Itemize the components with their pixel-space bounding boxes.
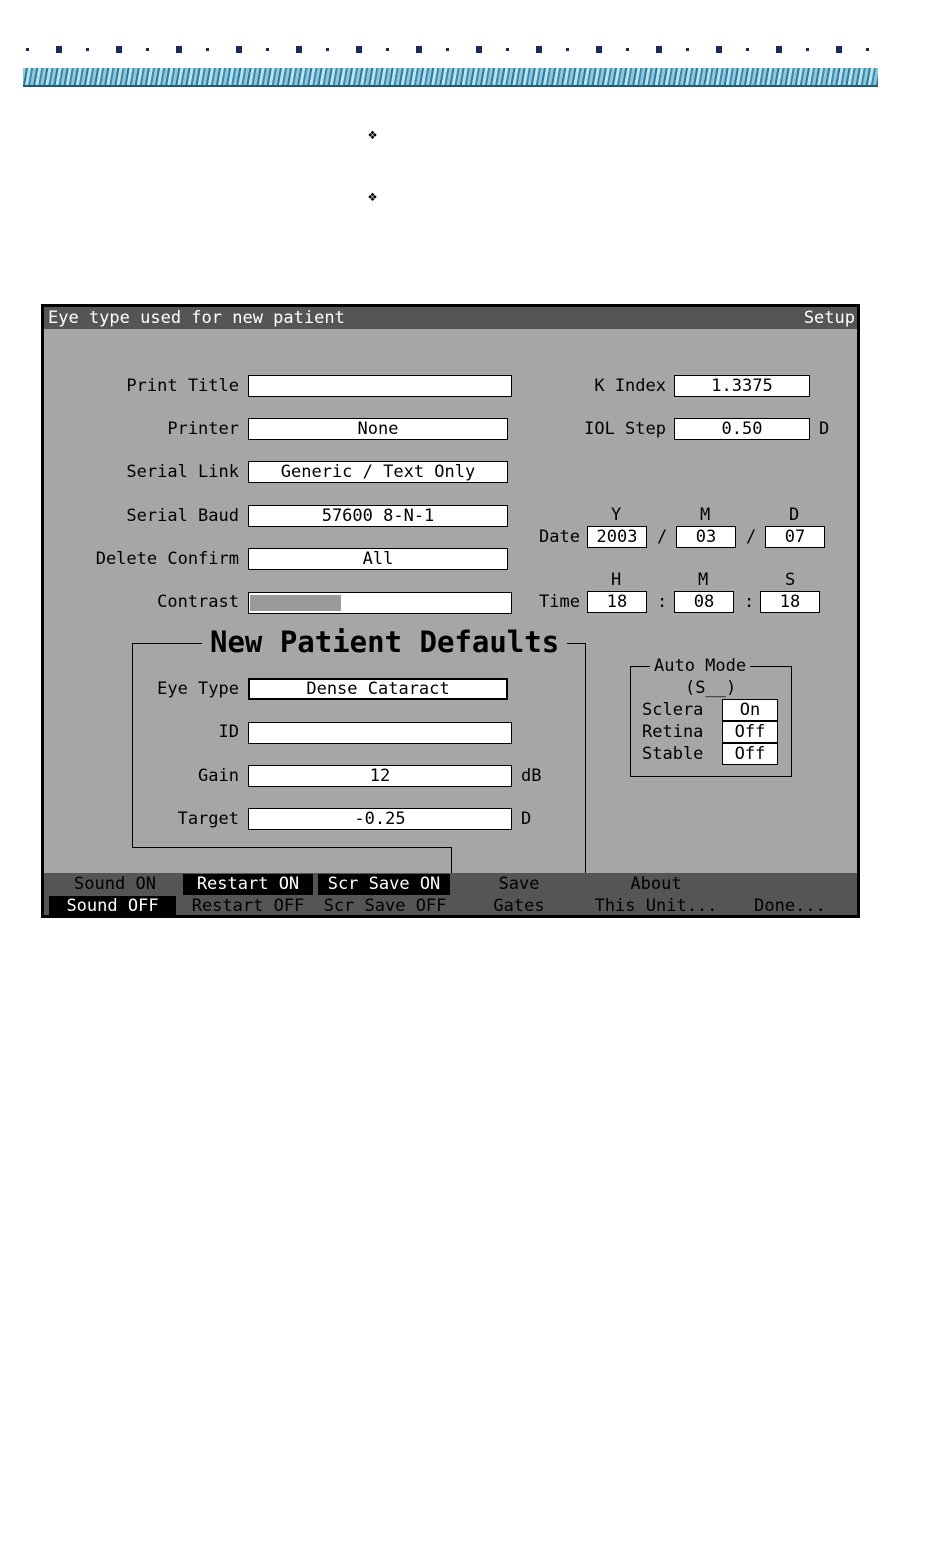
- date-day-field[interactable]: 07: [765, 526, 825, 548]
- print-title-field[interactable]: [248, 375, 512, 397]
- time-label: Time: [539, 592, 580, 612]
- auto-mode-sclera-label: Sclera: [642, 700, 704, 720]
- decorative-dot: [686, 48, 689, 51]
- bullet-icon: ❖: [368, 125, 378, 143]
- decorative-dot: [776, 46, 782, 53]
- date-year-header: Y: [611, 505, 622, 525]
- auto-mode-subtitle: (S__): [685, 678, 737, 698]
- mode-label: Setup: [803, 308, 855, 328]
- auto-mode-retina-label: Retina: [642, 722, 704, 742]
- decorative-dot: [626, 48, 629, 51]
- k-index-field[interactable]: 1.3375: [674, 375, 810, 397]
- serial-link-label: Serial Link: [126, 462, 239, 482]
- save-gates-button-line1[interactable]: Save: [498, 874, 540, 894]
- gain-unit: dB: [521, 766, 542, 786]
- auto-mode-retina-field[interactable]: Off: [722, 721, 778, 743]
- group-frame-left: [132, 643, 133, 847]
- decorative-dot: [746, 48, 749, 51]
- decorative-dot: [566, 48, 569, 51]
- decorative-dot: [836, 46, 842, 53]
- time-minute-field[interactable]: 08: [674, 591, 734, 613]
- delete-confirm-field[interactable]: All: [248, 548, 508, 570]
- decorative-dot: [326, 48, 329, 51]
- decorative-dot: [146, 48, 149, 51]
- decorative-dot: [536, 46, 542, 53]
- contrast-slider[interactable]: [248, 592, 512, 614]
- decorative-dot: [416, 46, 422, 53]
- contrast-level-fill: [250, 595, 341, 611]
- date-separator: /: [746, 527, 757, 547]
- decorative-dot: [476, 46, 482, 53]
- decorative-dot: [56, 46, 62, 53]
- eye-type-label: Eye Type: [157, 679, 239, 699]
- sound-off-option[interactable]: Sound OFF: [49, 896, 176, 917]
- about-button-line2[interactable]: This Unit...: [594, 896, 718, 916]
- decorative-dot: [716, 46, 722, 53]
- gain-field[interactable]: 12: [248, 765, 512, 787]
- sound-on-option[interactable]: Sound ON: [74, 874, 156, 894]
- target-label: Target: [177, 809, 239, 829]
- serial-baud-label: Serial Baud: [126, 506, 239, 526]
- auto-mode-sclera-field[interactable]: On: [722, 699, 778, 721]
- scr-save-on-option[interactable]: Scr Save ON: [318, 874, 450, 895]
- auto-mode-stable-field[interactable]: Off: [722, 743, 778, 765]
- iol-step-unit: D: [819, 419, 830, 439]
- date-year-field[interactable]: 2003: [587, 526, 647, 548]
- save-gates-button-line2[interactable]: Gates: [493, 896, 545, 916]
- restart-on-option[interactable]: Restart ON: [183, 874, 313, 895]
- k-index-label: K Index: [594, 376, 666, 396]
- time-second-header: S: [785, 570, 796, 590]
- iol-step-label: IOL Step: [584, 419, 666, 439]
- status-bar: [44, 307, 857, 329]
- printer-field[interactable]: None: [248, 418, 508, 440]
- decorative-dot: [176, 46, 182, 53]
- decorative-dot: [596, 46, 602, 53]
- group-frame-bottom: [132, 847, 452, 848]
- time-hour-header: H: [611, 570, 622, 590]
- decorative-dot: [26, 48, 29, 51]
- softkey-bar: [44, 873, 857, 918]
- decorative-dot: [386, 48, 389, 51]
- auto-mode-title: Auto Mode: [650, 656, 750, 676]
- gain-label: Gain: [198, 766, 239, 786]
- restart-off-option[interactable]: Restart OFF: [191, 896, 305, 916]
- decorative-dot: [86, 48, 89, 51]
- serial-baud-field[interactable]: 57600 8-N-1: [248, 505, 508, 527]
- date-label: Date: [539, 527, 580, 547]
- decorative-dot: [296, 46, 302, 53]
- date-day-header: D: [789, 505, 800, 525]
- time-hour-field[interactable]: 18: [587, 591, 647, 613]
- time-minute-header: M: [698, 570, 709, 590]
- date-month-field[interactable]: 03: [676, 526, 736, 548]
- group-frame-notch: [451, 847, 452, 873]
- eye-type-field[interactable]: Dense Cataract: [248, 678, 508, 700]
- contrast-label: Contrast: [157, 592, 239, 612]
- date-separator: /: [657, 527, 668, 547]
- decorative-dot: [656, 46, 662, 53]
- bullet-icon: ❖: [368, 187, 378, 205]
- about-button-line1[interactable]: About: [630, 874, 682, 894]
- delete-confirm-label: Delete Confirm: [95, 549, 239, 569]
- printer-label: Printer: [167, 419, 239, 439]
- decorative-dot: [116, 46, 122, 53]
- group-frame-right: [585, 643, 586, 873]
- print-title-label: Print Title: [126, 376, 239, 396]
- status-text: Eye type used for new patient: [48, 308, 345, 328]
- done-button[interactable]: Done...: [754, 896, 826, 916]
- time-separator: :: [744, 592, 755, 612]
- scr-save-off-option[interactable]: Scr Save OFF: [323, 896, 447, 916]
- serial-link-field[interactable]: Generic / Text Only: [248, 461, 508, 483]
- decorative-dot: [506, 48, 509, 51]
- decorative-dot: [236, 46, 242, 53]
- iol-step-field[interactable]: 0.50: [674, 418, 810, 440]
- decorative-dot: [806, 48, 809, 51]
- decorative-dot: [266, 48, 269, 51]
- decorative-dot: [866, 48, 869, 51]
- setup-screen: [41, 304, 860, 918]
- target-unit: D: [521, 809, 532, 829]
- time-second-field[interactable]: 18: [760, 591, 820, 613]
- time-separator: :: [657, 592, 668, 612]
- decorative-dot: [206, 48, 209, 51]
- id-field[interactable]: [248, 722, 512, 744]
- decorative-dot-row: [24, 46, 874, 54]
- auto-mode-stable-label: Stable: [642, 744, 704, 764]
- id-label: ID: [218, 722, 239, 742]
- new-patient-defaults-title: New Patient Defaults: [202, 625, 567, 659]
- decorative-dot: [356, 46, 362, 53]
- header-banner: [23, 68, 878, 87]
- date-month-header: M: [700, 505, 711, 525]
- decorative-dot: [446, 48, 449, 51]
- target-field[interactable]: -0.25: [248, 808, 512, 830]
